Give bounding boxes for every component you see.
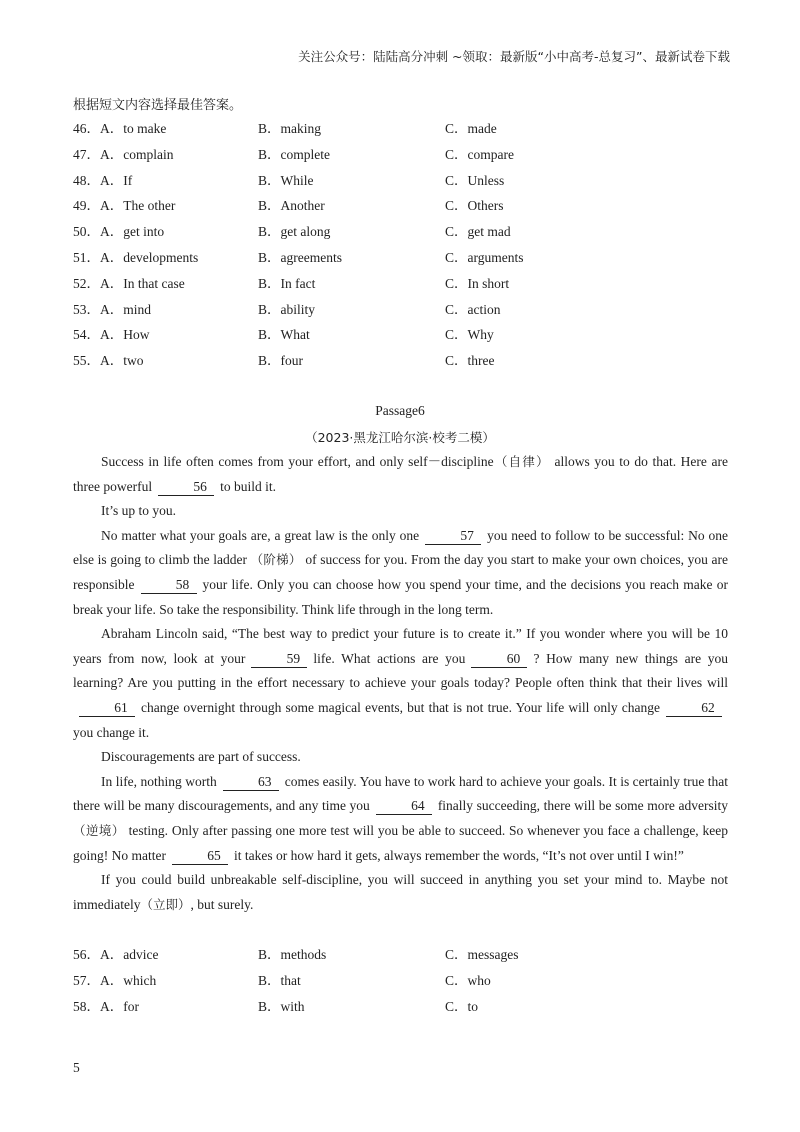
option-a: 49．A．The other xyxy=(73,198,176,214)
question-58 xyxy=(73,994,733,1020)
option-c: C．arguments xyxy=(445,249,524,265)
paragraph-4: Abraham Lincoln said, “The best way to predict your future is to create it.” If you wonder where you will be 10 years from now, look at your 59 life. What actions are you 60 ? How many new things are you learning? Are you putting in the effort necessary to achieve your goals today? People often think that their lives will61 change overnight through some magical events, but that is not true. Your life will only change 62you change it. xyxy=(73,626,728,740)
question-55 xyxy=(73,348,733,374)
option-a: 46．A．to make xyxy=(73,121,167,136)
options-list-1 xyxy=(73,116,733,374)
option-b: B．While xyxy=(258,172,314,188)
option-b: B．methods xyxy=(258,947,327,962)
option-a: 54．A．How xyxy=(73,327,150,343)
option-c: C．to xyxy=(445,998,479,1014)
option-c: C．Others xyxy=(445,198,504,214)
option-a: 48．A．If xyxy=(73,172,133,188)
paragraph-7: If you could build unbreakable self-discipline, you will succeed in anything you set your mind to. Maybe not immediately（立即）, but surely. xyxy=(73,872,728,912)
question-52 xyxy=(73,271,733,297)
paragraph-1: Success in life often comes from your effort, and only self－discipline（自律） allows you to do that. Here are three powerful 56 to build it. xyxy=(73,454,729,494)
option-b: B．ability xyxy=(258,301,315,317)
blank-57: 57 xyxy=(425,528,481,545)
blank-60: 60 xyxy=(471,651,527,668)
option-c: C．Unless xyxy=(445,172,505,188)
option-b: B．In fact xyxy=(258,275,316,291)
option-b: B．making xyxy=(258,121,321,136)
passage-title: Passage6 xyxy=(375,403,425,418)
blank-62: 62 xyxy=(666,700,722,717)
option-b: B．that xyxy=(258,972,301,988)
option-a: 47．A．complain xyxy=(73,146,174,162)
blank-59: 59 xyxy=(251,651,307,668)
option-c: C．compare xyxy=(445,146,514,162)
option-a: 56．A．advice xyxy=(73,947,159,962)
option-c: C．In short xyxy=(445,275,510,291)
option-a: 53．A．mind xyxy=(73,301,152,317)
option-a: 55．A．two xyxy=(73,353,144,369)
question-48 xyxy=(73,168,733,194)
passage-source: （2023·黑龙江哈尔滨·校考二模） xyxy=(305,430,495,445)
question-47 xyxy=(73,142,733,168)
page-header: 关注公众号：陆陆高分冲刺 ~领取：最新版“小中高考-总复习”、最新试卷下载 xyxy=(298,49,730,64)
option-b: B．four xyxy=(258,353,303,369)
option-c: C．messages xyxy=(445,947,519,962)
question-51 xyxy=(73,245,733,271)
options-list-2 xyxy=(73,942,733,1019)
option-b: B．with xyxy=(258,998,305,1014)
passage-body xyxy=(73,450,728,917)
blank-65: 65 xyxy=(172,848,228,865)
blank-63: 63 xyxy=(223,774,279,791)
question-49 xyxy=(73,193,733,219)
option-a: 57．A．which xyxy=(73,972,157,988)
paragraph-6: In life, nothing worth 63 comes easily. You have to work hard to achieve your goals. It is certainly true that there will be many discouragements, and any time you 64 finally succeeding, there will be some more adversity（逆境） testing. Only after passing one more test will you be able to succeed. So whenever you face a challenge, keep going! No matter 65 it takes or how hard it gets, always remember the words, “It’s not over until I win!” xyxy=(73,773,729,863)
instruction: 根据短文内容选择最佳答案。 xyxy=(73,98,243,113)
option-b: B．Another xyxy=(258,198,325,214)
option-a: 51．A．developments xyxy=(73,249,199,265)
option-b: B．agreements xyxy=(258,249,342,265)
question-46 xyxy=(73,116,733,142)
paragraph-5: Discouragements are part of success. xyxy=(101,749,301,765)
paragraph-2: It’s up to you. xyxy=(101,503,177,519)
option-a: 52．A．In that case xyxy=(73,275,185,291)
option-c: C．Why xyxy=(445,327,494,343)
question-53 xyxy=(73,297,733,323)
blank-56: 56 xyxy=(158,479,214,496)
blank-61: 61 xyxy=(79,700,135,717)
option-c: C．action xyxy=(445,301,501,317)
option-c: C．made xyxy=(445,121,497,136)
option-c: C．who xyxy=(445,972,491,988)
question-56 xyxy=(73,942,733,968)
option-a: 58．A．for xyxy=(73,998,139,1014)
question-54 xyxy=(73,322,733,348)
paragraph-3: No matter what your goals are, a great law is the only one 57 you need to follow to be successful: No one else is going to climb the ladder （阶梯） of success for you. From the day you start to make your own choices, you are responsible 58 your life. Only you can choose how you spend your time, and the decisions you reach make or break your life. So take the responsibility. Think life through in the long term. xyxy=(73,527,728,617)
blank-58: 58 xyxy=(141,577,197,594)
option-c: C．get mad xyxy=(445,224,511,240)
option-a: 50．A．get into xyxy=(73,224,165,240)
option-c: C．three xyxy=(445,353,495,369)
question-50 xyxy=(73,219,733,245)
option-b: B．get along xyxy=(258,224,331,240)
page-number: 5 xyxy=(73,1060,80,1075)
blank-64: 64 xyxy=(376,798,432,815)
option-b: B．What xyxy=(258,327,310,343)
question-57 xyxy=(73,968,733,994)
option-b: B．complete xyxy=(258,146,330,162)
